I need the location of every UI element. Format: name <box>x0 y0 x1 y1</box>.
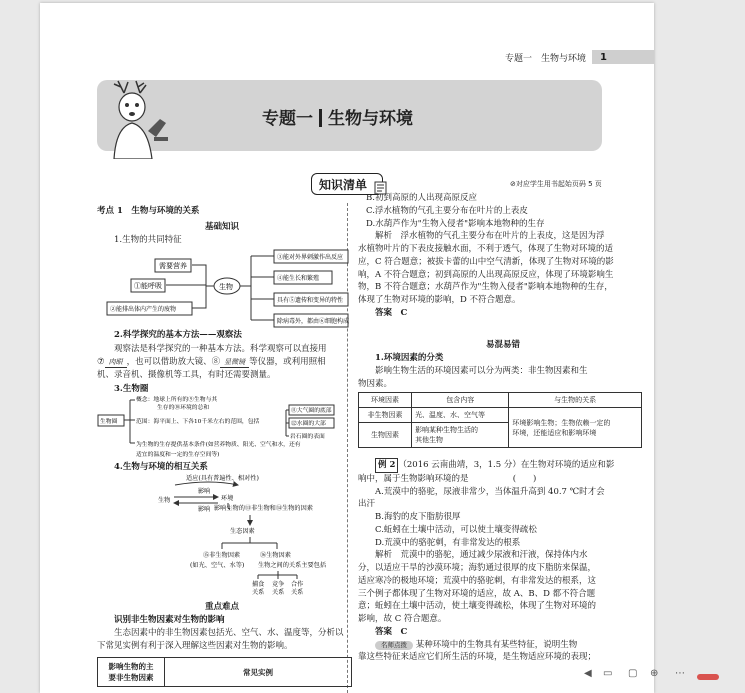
d1-l1: 需要营养 <box>159 262 187 270</box>
example-2-source: （2016 云南曲靖，3，1.5 分）在生物对环境的适应和影 <box>398 460 615 470</box>
d4-org: 生物 <box>158 497 171 504</box>
examples-table <box>97 657 352 687</box>
mistakes-heading: 易混易错 <box>485 340 520 350</box>
d3-b: 范围：海平面上、下各10千米左右的范围，包括 <box>136 419 260 425</box>
explain1-line2: 水植物叶片的下表皮接触水面，不利于透气，体现了生物对环境的适 <box>358 244 614 254</box>
d3-a: 概念：地球上所有的⑨生物与其 <box>136 397 218 403</box>
chapter-title <box>262 104 413 129</box>
viewer-more-icon[interactable]: ⋯ <box>675 668 685 679</box>
subheading-2: 2.科学探究的基本方法——观察法 <box>114 330 242 340</box>
mistake-sub-1: 1.环境因素的分类 <box>375 353 444 363</box>
characteristics-diagram <box>106 249 351 329</box>
d1-l3: ②能排出体内产生的废物 <box>110 306 177 313</box>
p2-num7: ⑦ <box>97 356 105 367</box>
d4-eco: 生态因素 <box>230 528 255 535</box>
option-a: A.荒漠中的骆驼，尿液非常少，当体温升高到 40.7 ℃时才会 <box>375 486 605 497</box>
t1-r1c1: 非生物因素 <box>359 408 412 423</box>
explain2-line2: 分，以适应干旱的沙漠环境；海豹通过很厚的皮下脂肪来保温， <box>358 563 597 573</box>
page-reference-text: 对应学生用书起始页码 5 页 <box>515 180 602 188</box>
p2-line2 <box>97 356 347 369</box>
relationship-diagram <box>100 473 350 601</box>
page-reference-note <box>510 179 602 189</box>
paragraph-observation <box>97 343 347 381</box>
page-number: 1 <box>592 50 654 64</box>
mistake-p1: 影响生物生活的环境因素可以分为两类：非生物因素和生 <box>375 365 588 376</box>
t1-r3-a: 环境影响生物；生物依赖一定的 <box>512 418 611 427</box>
kaodian-heading: 考点 1 生物与环境的关系 <box>97 206 200 216</box>
explain2-line3: 适应寒冷的极地环境；荒漠中的骆驼刺，有非常发达的根系，这 <box>358 575 597 586</box>
d4-nb2: (如光、空气、水等) <box>190 562 245 569</box>
d4-r2b: 关系 <box>272 589 285 596</box>
d1-r4: 除病毒外，都由⑥细胞构成 <box>277 318 350 325</box>
subheading-4: 4.生物与环境的相互关系 <box>114 462 208 472</box>
d4-r1: 捕食 <box>252 581 265 588</box>
t1-r2c2 <box>412 423 509 448</box>
option-d: D.荒漠中的骆驼刺，有非常发达的根系 <box>375 537 521 548</box>
viewer-fit-icon[interactable]: ▢ <box>628 668 638 679</box>
chapter-label: 专题一 <box>262 109 313 129</box>
explain1-line1: 解析 浮水植物的气孔主要分布在叶片的上表皮，这是因为浮 <box>375 231 605 242</box>
document-page <box>40 3 654 693</box>
answer-microscope: 显微镜 <box>220 357 249 369</box>
viewer-page-icon[interactable]: ▭ <box>603 668 613 679</box>
option-b-prev: B.初到高原的人出现高原反应 <box>366 193 477 203</box>
d3-r2: ⑫水圈的大部 <box>291 421 326 427</box>
d1-center: 生物 <box>219 283 233 291</box>
answer-2: 答案 C <box>375 626 408 637</box>
subheading-3: 3.生物圈 <box>114 384 149 394</box>
d1-r2: ④能生长和繁殖 <box>277 275 320 282</box>
d4-bi2: 生物之间的关系主要包括 <box>258 562 327 569</box>
running-header <box>505 50 654 64</box>
d4-nb: ⑮非生物因素 <box>203 552 241 559</box>
d3-root: 生物圈 <box>100 419 118 425</box>
t1-r2c2-b: 其他生物 <box>415 436 444 444</box>
t1-r3-b: 环境，还能适应和影响环境 <box>512 428 597 437</box>
tip-line1 <box>358 639 648 652</box>
d3-c2: 适宜的温度和一定的生存空间等) <box>136 452 220 458</box>
d4-r2: 竞争 <box>272 581 285 588</box>
d4-r3: 合作 <box>291 581 304 588</box>
question-options-prev <box>358 192 648 320</box>
d1-r1: ③能对外界刺激作出反应 <box>277 254 344 261</box>
kd-line2: 下常见实例有利于深入理解这些因素对生物的影响。 <box>97 640 293 651</box>
t1-h2: 包含内容 <box>412 393 509 408</box>
header-topic: 专题一 生物与环境 <box>504 53 586 64</box>
d1-r3: 具有⑤遗传和变异的特性 <box>277 297 344 304</box>
t2-h1-b: 要非生物因素 <box>108 673 154 682</box>
option-a-cont: 出汗 <box>358 499 376 510</box>
t1-r1c2: 光、温度、水、空气等 <box>412 408 509 423</box>
biosphere-diagram <box>97 394 347 462</box>
d4-r1b: 关系 <box>252 589 265 596</box>
basics-heading: 基础知识 <box>204 222 239 232</box>
answer-1: 答案 C <box>375 307 408 318</box>
d4-bi: ⑯生物因素 <box>260 552 291 559</box>
p2-mid: ，也可以借助放大镜、⑧ <box>126 356 221 367</box>
option-d-prev: D.水葫芦作为"生物入侵者"影响本地物种的生存 <box>366 218 545 229</box>
chapter-banner <box>97 80 602 151</box>
example-2-line1 <box>358 458 648 473</box>
deer-scientist-illustration <box>102 79 172 159</box>
example-2 <box>358 458 648 664</box>
tip-line2: 靠这些特征来适应它们所生活的环境，是生物适应环境的表现； <box>358 652 597 663</box>
mistake-p2: 物因素。 <box>358 378 393 389</box>
d4-inf: 影响 <box>198 488 211 495</box>
d3-c: 为生物的生存提供基本条件(如营养物质、阳光、空气和水，还有 <box>136 442 301 448</box>
option-c-prev: C.浮水植物的气孔主要分布在叶片的上表皮 <box>366 205 528 216</box>
option-b: B.海豹的皮下脂肪很厚 <box>375 512 461 522</box>
t2-h1-a: 影响生物的主 <box>108 662 154 671</box>
answer-eye: 肉眼 <box>105 357 127 369</box>
explain2-line6: 影响，故 C 符合题意。 <box>358 614 447 624</box>
t1-h1: 环境因素 <box>359 393 412 408</box>
explain1-line6: 体现了生物对环境的影响，D 不符合题意。 <box>358 295 521 305</box>
d1-l2: ①能呼吸 <box>134 282 162 290</box>
t2-h1 <box>98 658 165 687</box>
subheading-1: 1.生物的共同特征 <box>114 235 182 245</box>
section-title: 知识清单 <box>319 177 368 192</box>
t1-h3: 与生物的关系 <box>509 393 642 408</box>
d4-f1: 影响生物的⑬非生物和⑭生物的因素 <box>214 505 313 512</box>
key-point-paragraph <box>97 627 352 653</box>
chapter-name: 生物与环境 <box>328 109 413 129</box>
explain2-line5: 意；蚯蚓在土壤中活动，使土壤变得疏松，体现了生物对环境的 <box>358 601 597 612</box>
key-point-1: 识别非生物因素对生物的影响 <box>114 615 225 625</box>
t1-r2c2-a: 影响某种生物生活的 <box>415 426 479 434</box>
viewer-record-indicator[interactable] <box>697 674 719 680</box>
tip-text: 某种环境中的生物具有某些特征，说明生物 <box>415 639 578 650</box>
viewer-zoom-icon[interactable]: ⊕ <box>650 668 659 679</box>
explain1-line3: 应，C 符合题意；被拔卡蕾的山中空气清新，体现了生物对环境的影 <box>358 256 614 267</box>
example-2-line2 <box>358 473 648 486</box>
d3-a2: 生存的⑩环境的总和 <box>157 405 210 411</box>
explain2-line4: 三个例子都体现了生物对环境的适应，故 A、B、D 都不符合题 <box>358 588 596 599</box>
key-points-heading: 重点难点 <box>204 602 239 612</box>
answer-paren: ( ) <box>512 473 537 484</box>
explain1-line5: 物，B 不符合题意；水葫芦作为"生物入侵者"影响本地物种的生存， <box>358 282 613 293</box>
title-separator <box>319 109 322 127</box>
p2-end: 等仪器，或利用照相 <box>249 356 326 367</box>
environment-factors-table <box>358 392 642 448</box>
example-2-question: 响中，属于生物影响环境的是 <box>358 473 469 484</box>
d3-r1: ⑪大气圈的底部 <box>291 408 332 414</box>
d4-env: 环境 <box>221 495 234 502</box>
viewer-prev-icon[interactable]: ◀ <box>584 668 592 679</box>
t2-h2: 常见实例 <box>165 658 352 687</box>
d4-inf2: 影响 <box>198 506 211 513</box>
example-2-label: 例 2 <box>375 458 398 473</box>
reference-icon: ⊘ <box>510 180 516 188</box>
d4-r3b: 关系 <box>291 589 304 596</box>
kd-line1: 生态因素中的非生物因素包括光、空气、水、温度等，分析以 <box>114 628 344 638</box>
option-c: C.蚯蚓在土壤中活动，可以使土壤变得疏松 <box>375 524 537 535</box>
explain1-line4: 响，A 不符合题意；初到高原的人出现高原反应，体现了环境影响生 <box>358 269 614 280</box>
p2-line1: 观察法是科学探究的一种基本方法。科学观察可以直接用 <box>114 344 327 354</box>
t1-r3 <box>509 408 642 448</box>
p2-line3: 机、录音机、摄像机等工具，有时还需要测量。 <box>97 369 276 380</box>
mistakes-section <box>358 352 648 390</box>
teacher-tip-badge: 名师点拨 <box>375 641 413 651</box>
d4-top: 适应(具有普遍性、相对性) <box>186 475 259 482</box>
d3-r3: 岩石圈的表面 <box>290 434 325 440</box>
explain2-line1: 解析 荒漠中的骆驼，通过减少尿液和汗液，保持体内水 <box>375 550 588 561</box>
t1-r2c1: 生物因素 <box>359 423 412 448</box>
